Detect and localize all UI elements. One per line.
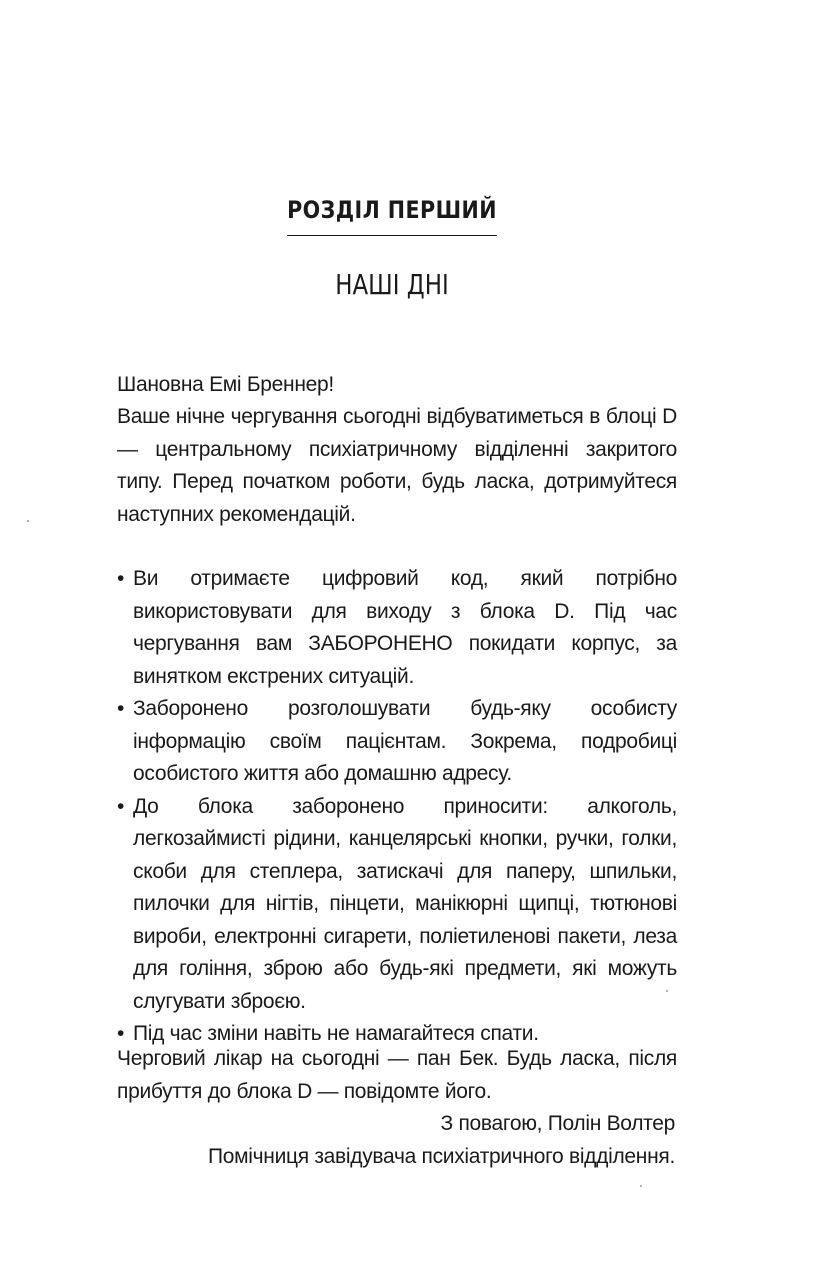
chapter-title: НАШІ ДНІ: [335, 268, 449, 301]
signature-name: З повагою, Полін Волтер: [440, 1112, 675, 1135]
letter-closing: Черговий лікар на сьогодні — пан Бек. Будь ласка, після прибуття до блока D — повідомте його.: [117, 1047, 677, 1103]
chapter-heading: РОЗДІЛ ПЕРШИЙ: [287, 196, 497, 224]
rules-list: [117, 563, 677, 1051]
rule-text: Під час зміни навіть не намагайтеся спати.: [133, 1022, 539, 1045]
list-item: [117, 791, 677, 1019]
bullet-icon: •: [117, 794, 125, 818]
list-item: [117, 693, 677, 791]
bullet-icon: •: [117, 567, 125, 590]
paper-speck: [27, 520, 29, 522]
paper-speck: [640, 1185, 642, 1187]
bullet-icon: •: [117, 1022, 125, 1045]
paper-speck: [666, 990, 668, 992]
rule-text: Заборонено розголошувати будь-яку особисту інформацію своїм пацієнтам. Зокрема, подробиці особистого життя або домашню адресу.: [133, 697, 677, 785]
letter-intro: Ваше нічне чергування сьогодні відбуватиметься в блоці D — центральному психіатричному відділенні закритого типу. Перед початком роботи, будь ласка, дотримуйтеся наступних рекомендацій.: [117, 405, 677, 526]
chapter-divider: [287, 235, 497, 236]
rule-text: До блока заборонено приносити: алкоголь, легкозаймисті рідини, канцелярські кнопки, ручки, голки, скоби для степлера, затискачі для паперу, шпильки, пилочки для нігтів, пінцети, манікюрні щипці, тютюнові вироби, електронні сигарети, поліетиленові пакети, леза для гоління, зброю або будь-які предмети, які можуть слугувати зброєю.: [133, 794, 677, 1013]
letter-greeting: Шановна Емі Бреннер!: [117, 373, 334, 396]
rule-text: Ви отримаєте цифровий код, який потрібно використовувати для виходу з блока D. Під час чергування вам ЗАБОРОНЕНО покидати корпус, за винятком екстрених ситуацій.: [133, 567, 677, 688]
list-item: [117, 563, 677, 693]
signature-role: Помічниця завідувача психіатричного відділення.: [207, 1145, 675, 1168]
bullet-icon: •: [117, 697, 125, 720]
